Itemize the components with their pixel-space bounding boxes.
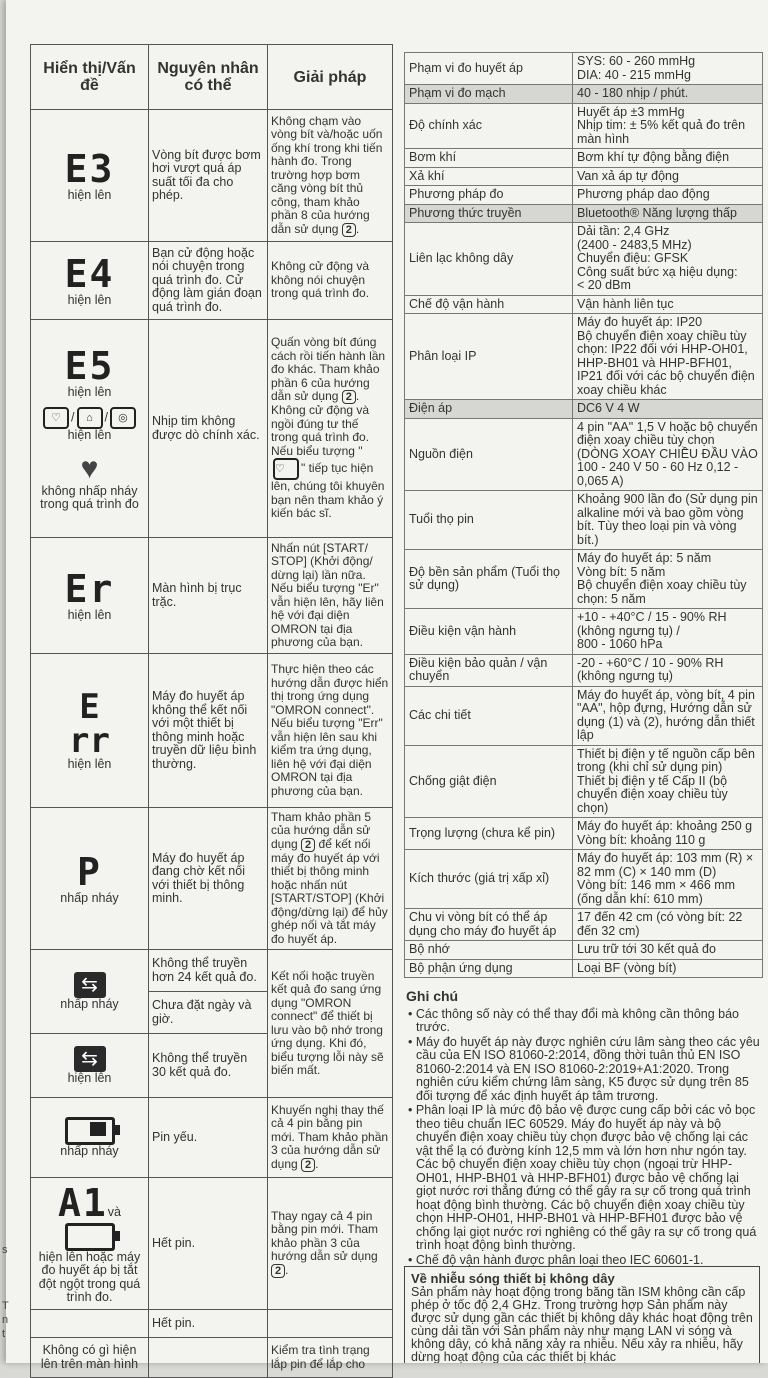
- table-row: [31, 808, 393, 950]
- cuff-wrap-icon: ♡: [273, 458, 299, 480]
- cause-text: Nhịp tim không được dò chính xác.: [149, 320, 268, 538]
- solution-text: Không cử động và không nói chuyện trong quá trình đo.: [268, 242, 393, 320]
- spec-row: [405, 186, 763, 205]
- table-row: E5 hiện lên ♡ / ⌂ / ◎ hiện lên ♥ không nhấp nháy trong quá trình đo Nhịp tim không được dò chính xác. Quấn vòng bít đúng cách rồi tiến hành lần đo khác. Tham khảo phần 6 của hướng dẫn sử dụng 2 . Không cử động và ngồi đúng tư thế trong quá trình đo. Nếu biểu tượng "♡ " tiếp tục hiện lên, chúng tôi khuyên bạn nên tham khảo ý kiến bác sĩ.: [31, 320, 393, 538]
- spec-row: [405, 149, 763, 168]
- spec-value: Thiết bị điện y tế nguồn cấp bên trong (khi chỉ sử dụng pin) Thiết bị điện y tế Cấp II (bộ chuyển điện xoay chiều tùy chọn): [573, 745, 763, 818]
- note-item: • Các thông số này có thể thay đổi mà không cần thông báo trước.: [416, 1008, 760, 1035]
- display-caption: hiện lên: [67, 1070, 112, 1085]
- cause-text: Vòng bít được bơm hơi vượt quá áp suất tối đa cho phép.: [149, 110, 268, 242]
- spec-label: Kích thước (giá trị xấp xỉ): [405, 850, 573, 909]
- cause-text: Không thể truyền hơn 24 kết quả đo.: [149, 950, 268, 992]
- spec-label: Độ bền sản phẩm (Tuổi thọ sử dụng): [405, 550, 573, 609]
- cause-text: Pin yếu.: [149, 1098, 268, 1178]
- spec-row: [405, 959, 763, 978]
- spec-label: Phương thức truyền: [405, 204, 573, 223]
- error-code-err-bottom: rr: [69, 720, 110, 761]
- solution-text: Kiểm tra tình trạng lắp pin để lắp cho: [268, 1338, 393, 1378]
- spec-row: [405, 314, 763, 400]
- pairing-code-p: P: [77, 849, 102, 894]
- table-row: [31, 1310, 393, 1338]
- display-caption: hiện lên: [67, 428, 112, 442]
- spec-value: DC6 V 4 W: [573, 400, 763, 419]
- spec-label: Xả khí: [405, 167, 573, 186]
- margin-mark: T: [2, 1300, 9, 1312]
- solution-text: Nhấn nút [START/ STOP] (Khởi động/ dừng lại) lần nữa. Nếu biểu tượng "Er" vẫn hiện lên, hãy liên hệ với đại diện OMRON tại địa phương của bạn.: [268, 538, 393, 654]
- spec-row: [405, 850, 763, 909]
- table-row: [31, 1098, 393, 1178]
- table-row: [31, 242, 393, 320]
- spec-label: Liên lạc không dây: [405, 223, 573, 296]
- spec-value: Huyết áp ±3 mmHg Nhịp tim: ± 5% kết quả đo trên màn hình: [573, 103, 763, 149]
- spec-row: [405, 941, 763, 960]
- margin-mark: s: [2, 1244, 8, 1256]
- spec-label: Phạm vi đo huyết áp: [405, 53, 573, 85]
- cause-text: Chưa đặt ngày và giờ.: [149, 992, 268, 1034]
- manual-2-icon: 2: [301, 838, 315, 852]
- display-caption: hiện lên hoặc máy đo huyết áp bị tắt đột ngột trong quá trình đo.: [38, 1249, 141, 1304]
- table-row: [31, 110, 393, 242]
- spec-label: Trọng lượng (chưa kể pin): [405, 818, 573, 850]
- cuff-wrap-icon: ♡: [43, 407, 69, 429]
- spec-label: Phạm vi đo mạch: [405, 85, 573, 104]
- spec-value: Bơm khí tự động bằng điện: [573, 149, 763, 168]
- manual-2-icon: 2: [342, 223, 356, 237]
- margin-mark: t: [2, 1328, 6, 1340]
- spec-value: -20 - +60°C / 10 - 90% RH (không ngưng tụ): [573, 654, 763, 686]
- wireless-title: Về nhiễu sóng thiết bị không dây: [411, 1271, 615, 1286]
- display-caption: nhấp nháy: [60, 996, 119, 1011]
- table-row: [31, 538, 393, 654]
- solution-text: Không chạm vào vòng bít và/hoặc uốn ống khí trong khi tiến hành đo. Trong trường hợp bơm căng vòng bít thủ công, tham khảo phần 8 của hướng dẫn sử dụng 2 .: [268, 110, 393, 242]
- table-row: [31, 1338, 393, 1378]
- spec-value: Bluetooth® Năng lượng thấp: [573, 204, 763, 223]
- display-caption: hiện lên: [67, 384, 112, 399]
- spec-value: 17 đến 42 cm (có vòng bít: 22 đến 32 cm): [573, 909, 763, 941]
- spec-row: [405, 550, 763, 609]
- spec-value: Lưu trữ tới 30 kết quả đo: [573, 941, 763, 960]
- error-code-err-top: E: [79, 686, 100, 727]
- notes-list: [406, 1008, 760, 1268]
- spec-label: Bộ phận ứng dụng: [405, 959, 573, 978]
- spec-value: Máy đo huyết áp: IP20 Bộ chuyển điện xoay chiều tùy chọn: IP22 đối với HHP-OH01, HHP-BH01 và HHP-BFH01, IP21 đối với các bộ chuyển điện xoay chiều khác: [573, 314, 763, 400]
- spec-label: Phương pháp đo: [405, 186, 573, 205]
- table-row: [31, 1178, 393, 1310]
- spec-row: [405, 167, 763, 186]
- spec-value: Vận hành liên tục: [573, 295, 763, 314]
- spec-value: Loại BF (vòng bít): [573, 959, 763, 978]
- spec-value: Máy đo huyết áp: 103 mm (R) × 82 mm (C) × 140 mm (D) Vòng bít: 146 mm × 466 mm (ống dẫn khí: 610 mm): [573, 850, 763, 909]
- spec-value: Dải tần: 2,4 GHz (2400 - 2483,5 MHz) Chuyển điệu: GFSK Công suất bức xạ hiệu dụng: < 20 dBm: [573, 223, 763, 296]
- spec-row: [405, 491, 763, 550]
- sync-icon: ⇆: [74, 972, 106, 998]
- movement-icon: ◎: [110, 407, 136, 429]
- display-caption: nhấp nháy: [60, 1143, 119, 1158]
- posture-icon: ⌂: [77, 407, 103, 429]
- spec-label: Điều kiện vận hành: [405, 609, 573, 655]
- display-caption: hiện lên: [67, 187, 112, 202]
- spec-value: Máy đo huyết áp, vòng bít, 4 pin "AA", hộp đựng, Hướng dẫn sử dụng (1) và (2), hướng dẫn thiết lập: [573, 686, 763, 745]
- irregular-heartbeat-icon: ♥: [80, 451, 99, 485]
- header-solution: Giải pháp: [268, 45, 393, 110]
- cause-text: Máy đo huyết áp không thể kết nối với một thiết bị thông minh hoặc truyền dữ liệu bình thường.: [149, 654, 268, 808]
- display-caption: Không có gì hiện lên trên màn hình: [31, 1338, 149, 1378]
- spec-value: Phương pháp dao động: [573, 186, 763, 205]
- margin-mark: n: [2, 1314, 9, 1326]
- solution-text: Kết nối hoặc truyền kết quả đo sang ứng dụng "OMRON connect" để thiết bị lưu vào bộ nhớ trong ứng dụng. Khi đó, biểu tượng lỗi này sẽ biến mất.: [268, 950, 393, 1098]
- cause-text: Máy đo huyết áp đang chờ kết nối với thiết bị thông minh.: [149, 808, 268, 950]
- spec-row: [405, 204, 763, 223]
- spec-value: Van xả áp tự động: [573, 167, 763, 186]
- spec-row: [405, 609, 763, 655]
- spec-row: [405, 53, 763, 85]
- and-label: và: [107, 1204, 121, 1219]
- solution-text: Tham khảo phần 5 của hướng dẫn sử dụng 2 để kết nối máy đo huyết áp với thiết bị thông minh hoặc nhấn nút [START/STOP] (Khởi động/dừng lại) để hủy ghép nối và tắt máy đo huyết áp.: [268, 808, 393, 950]
- spec-label: Các chi tiết: [405, 686, 573, 745]
- display-caption: không nhấp nháy trong quá trình đo: [40, 483, 139, 511]
- manual-2-icon: 2: [301, 1158, 315, 1172]
- cause-text: Bạn cử động hoặc nói chuyện trong quá trình đo. Cử động làm gián đoạn quá trình đo.: [149, 242, 268, 320]
- spec-label: Chống giật điện: [405, 745, 573, 818]
- note-item: • Máy đo huyết áp này được nghiên cứu lâm sàng theo các yêu cầu của EN ISO 81060-2:2014, đồng thời tuân thủ EN ISO 81060-2:2014 và EN ISO 81060-2:2019+A1:2020. Trong nghiên cứu kiểm chứng lâm sàng, K5 được sử dụng trên 85 đối tượng để xác định huyết áp tâm trương.: [416, 1036, 760, 1104]
- error-code-er: Er: [64, 566, 115, 611]
- table-row: [31, 950, 393, 992]
- spec-label: Tuổi thọ pin: [405, 491, 573, 550]
- solution-text: Thực hiện theo các hướng dẫn được hiển thị trong ứng dụng "OMRON connect". Nếu biểu tượng "Err" vẫn hiện lên sau khi kiểm tra ứng dụng, liên hệ với đại diện OMRON tại địa phương của bạn.: [268, 654, 393, 808]
- spec-row: [405, 295, 763, 314]
- solution-text: Quấn vòng bít đúng cách rồi tiến hành lần đo khác. Tham khảo phần 6 của hướng dẫn sử dụng 2 . Không cử động và ngồi đúng tư thế trong quá trình đo. Nếu biểu tượng "♡ " tiếp tục hiện lên, chúng tôi khuyên bạn nên tham khảo ý kiến bác sĩ.: [268, 320, 393, 538]
- wireless-text: Sản phẩm này hoạt động trong băng tần ISM không cần cấp phép ở tốc độ 2,4 GHz. Trong trường hợp Sản phẩm này được sử dụng gần các thiết bị không dây khác hoạt động trên cùng dải tần với Sản phẩm này như mạng LAN vi sóng và không dây, có khả năng xảy ra nhiễu. Nếu xảy ra nhiễu, hãy dừng hoạt động của các thiết bị khác: [411, 1285, 753, 1363]
- low-battery-icon: [65, 1117, 115, 1145]
- display-caption: nhấp nháy: [60, 890, 119, 905]
- troubleshooting-table: [30, 44, 393, 1378]
- spec-value: Khoảng 900 lần đo (Sử dụng pin alkaline mới và bao gồm vòng bít. Tùy theo loại pin và vòng bít.): [573, 491, 763, 550]
- cause-text: Hết pin.: [149, 1310, 268, 1338]
- solution-text: Khuyến nghị thay thế cả 4 pin bằng pin mới. Tham khảo phần 3 của hướng dẫn sử dụng 2 .: [268, 1098, 393, 1178]
- note-item: • Phân loại IP là mức độ bảo vệ được cung cấp bởi các vỏ bọc theo tiêu chuẩn IEC 60529. Máy đo huyết áp này và bộ chuyển điện xoay chiều tùy chọn được bảo vệ chống lại các vật thể lạ có đường kính 12,5 mm và lớn hơn như ngón tay. Các bộ chuyển điện xoay chiều tùy chọn (ngoại trừ HHP-OH01, HHP-BH01 và HHP-BFH01) được bảo vệ chống lại giọt nước rơi thẳng đứng có thể gây ra sự cố trong quá trình hoạt động bình thường. Các bộ chuyển điện xoay chiều tùy chọn HHP-OH01, HHP-BH01 và HHP-BFH01 được bảo vệ chống lại giọt nước rơi nghiêng có thể gây ra sự cố trong quá trình hoạt động bình thường.: [416, 1104, 760, 1253]
- spec-value: +10 - +40°C / 15 - 90% RH (không ngưng tụ) / 800 - 1060 hPa: [573, 609, 763, 655]
- spec-row: [405, 745, 763, 818]
- spec-label: Chu vi vòng bít có thể áp dụng cho máy đo huyết áp: [405, 909, 573, 941]
- spec-row: [405, 85, 763, 104]
- spec-value: Máy đo huyết áp: 5 năm Vòng bít: 5 năm Bộ chuyển điện xoay chiều tùy chọn: 5 năm: [573, 550, 763, 609]
- spec-row: [405, 818, 763, 850]
- spec-value: 40 - 180 nhịp / phút.: [573, 85, 763, 104]
- spec-value: SYS: 60 - 260 mmHg DIA: 40 - 215 mmHg: [573, 53, 763, 85]
- specifications-table: [404, 52, 763, 978]
- note-item: • Chế độ vận hành được phân loại theo IEC 60601-1.: [416, 1254, 760, 1268]
- spec-label: Phân loại IP: [405, 314, 573, 400]
- spec-row: [405, 103, 763, 149]
- manual-2-icon: 2: [342, 390, 356, 404]
- table-row: [31, 654, 393, 808]
- spec-label: Chế độ vận hành: [405, 295, 573, 314]
- notes-section: [406, 990, 760, 1268]
- error-code-a1: A1: [58, 1180, 108, 1225]
- header-cause: Nguyên nhân có thể: [149, 45, 268, 110]
- spec-row: [405, 654, 763, 686]
- spec-row: [405, 686, 763, 745]
- display-caption: hiện lên: [67, 607, 112, 622]
- spec-row: [405, 418, 763, 491]
- spec-label: Bộ nhớ: [405, 941, 573, 960]
- error-code-e3: E3: [64, 146, 115, 191]
- spec-label: Bơm khí: [405, 149, 573, 168]
- manual-2-icon: 2: [271, 1264, 285, 1278]
- error-code-e5: E5: [64, 343, 115, 388]
- solution-text: Thay ngay cả 4 pin bằng pin mới. Tham khảo phần 3 của hướng dẫn sử dụng 2 .: [268, 1178, 393, 1310]
- cause-text: Hết pin.: [149, 1178, 268, 1310]
- error-code-e4: E4: [64, 251, 115, 296]
- spec-value: 4 pin "AA" 1,5 V hoặc bộ chuyển điện xoay chiều tùy chọn (DÒNG XOAY CHIỀU ĐẦU VÀO 100 - 240 V 50 - 60 Hz 0,12 - 0,065 A): [573, 418, 763, 491]
- header-display: Hiển thị/Vấn đề: [31, 45, 149, 110]
- spec-label: Điều kiện bảo quản / vận chuyển: [405, 654, 573, 686]
- spec-value: Máy đo huyết áp: khoảng 250 g Vòng bít: khoảng 110 g: [573, 818, 763, 850]
- spec-row: [405, 909, 763, 941]
- display-caption: hiện lên: [67, 292, 112, 307]
- spec-label: Điện áp: [405, 400, 573, 419]
- cause-text: Màn hình bị trục trặc.: [149, 538, 268, 654]
- spec-row: [405, 400, 763, 419]
- notes-title: Ghi chú: [406, 988, 459, 1004]
- spec-label: Độ chính xác: [405, 103, 573, 149]
- display-caption: hiện lên: [67, 756, 112, 771]
- empty-battery-icon: [65, 1223, 115, 1251]
- spec-row: [405, 223, 763, 296]
- cause-text: Không thể truyền 30 kết quả đo.: [149, 1034, 268, 1098]
- sync-icon: ⇆: [74, 1046, 106, 1072]
- wireless-interference-box: [404, 1266, 760, 1363]
- spec-label: Nguồn điện: [405, 418, 573, 491]
